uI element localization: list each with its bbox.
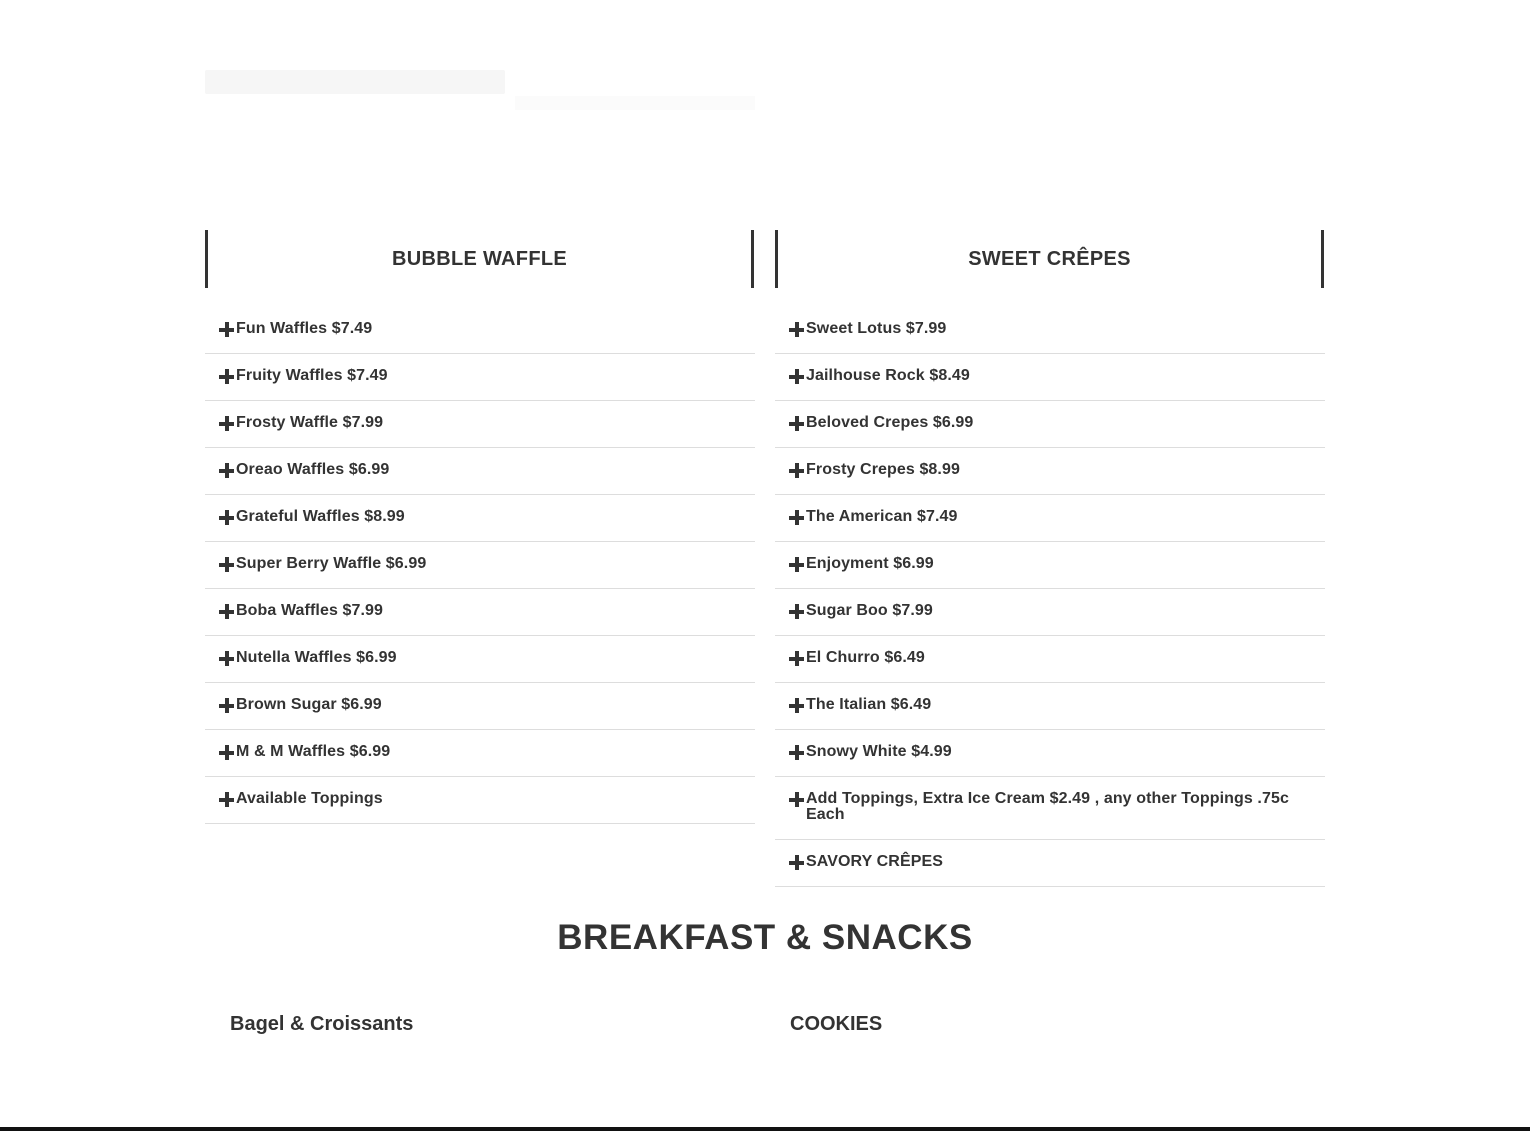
accordion-item-label: Jailhouse Rock $8.49 (806, 367, 970, 384)
accordion-item-boba-waffles[interactable] (205, 589, 755, 636)
accordion-item-label: Brown Sugar $6.99 (236, 696, 382, 713)
plus-icon (219, 745, 236, 762)
accordion-item-frosty-waffle[interactable] (205, 401, 755, 448)
plus-icon (789, 792, 806, 809)
accordion-item-sweet-lotus[interactable] (775, 307, 1325, 354)
sweet-crepes-heading: SWEET CRÊPES (775, 230, 1324, 288)
accordion-item-label: Available Toppings (236, 790, 383, 807)
accordion-item-fun-waffles[interactable] (205, 307, 755, 354)
bubble-waffle-heading: BUBBLE WAFFLE (205, 230, 754, 288)
accordion-item-label: SAVORY CRÊPES (806, 853, 944, 870)
accordion-item-label: Frosty Waffle $7.99 (236, 414, 384, 431)
plus-icon (219, 651, 236, 668)
accordion-item-label: Super Berry Waffle $6.99 (236, 555, 427, 572)
plus-icon (219, 369, 236, 386)
plus-icon (219, 416, 236, 433)
header-placeholder (205, 70, 505, 94)
accordion-item-the-american[interactable] (775, 495, 1325, 542)
accordion-item-enjoyment[interactable] (775, 542, 1325, 589)
accordion-item-nutella-waffles[interactable] (205, 636, 755, 683)
plus-icon (789, 322, 806, 339)
accordion-item-the-italian[interactable] (775, 683, 1325, 730)
accordion-item-label: Grateful Waffles $8.99 (236, 508, 405, 525)
accordion-item-label: M & M Waffles $6.99 (236, 743, 391, 760)
plus-icon (789, 369, 806, 386)
footer-divider (0, 1127, 1530, 1131)
accordion-item-available-toppings[interactable] (205, 777, 755, 824)
accordion-item-snowy-white[interactable] (775, 730, 1325, 777)
plus-icon (789, 604, 806, 621)
accordion-item-savory-crepes[interactable] (775, 840, 1325, 887)
sweet-crepes-column (775, 230, 1325, 887)
menu-columns (205, 230, 1325, 887)
accordion-item-label: Snowy White $4.99 (806, 743, 952, 760)
accordion-item-label: Beloved Crepes $6.99 (806, 414, 974, 431)
accordion-item-mm-waffles[interactable] (205, 730, 755, 777)
accordion-item-label: El Churro $6.49 (806, 649, 925, 666)
accordion-item-super-berry-waffle[interactable] (205, 542, 755, 589)
accordion-item-label: The American $7.49 (806, 508, 958, 525)
bubble-waffle-accordion (205, 307, 755, 824)
accordion-item-add-toppings[interactable] (775, 777, 1325, 840)
plus-icon (789, 745, 806, 762)
plus-icon (219, 322, 236, 339)
accordion-item-grateful-waffles[interactable] (205, 495, 755, 542)
accordion-item-label: Add Toppings, Extra Ice Cream $2.49 , any other Toppings .75c Each (806, 790, 1289, 823)
accordion-item-label: Enjoyment $6.99 (806, 555, 934, 572)
sweet-crepes-accordion (775, 307, 1325, 887)
breakfast-snacks-title: BREAKFAST & SNACKS (557, 918, 973, 957)
plus-icon (789, 557, 806, 574)
plus-icon (219, 604, 236, 621)
accordion-item-sugar-boo[interactable] (775, 589, 1325, 636)
accordion-item-label: Fruity Waffles $7.49 (236, 367, 388, 384)
plus-icon (219, 557, 236, 574)
accordion-item-label: Boba Waffles $7.99 (236, 602, 384, 619)
accordion-item-oreao-waffles[interactable] (205, 448, 755, 495)
accordion-item-jailhouse-rock[interactable] (775, 354, 1325, 401)
bagel-croissants-heading: Bagel & Croissants (230, 1013, 414, 1035)
accordion-item-label: Oreao Waffles $6.99 (236, 461, 390, 478)
accordion-item-label: Nutella Waffles $6.99 (236, 649, 397, 666)
accordion-item-brown-sugar[interactable] (205, 683, 755, 730)
plus-icon (219, 510, 236, 527)
accordion-item-beloved-crepes[interactable] (775, 401, 1325, 448)
plus-icon (219, 463, 236, 480)
plus-icon (789, 855, 806, 872)
plus-icon (219, 792, 236, 809)
plus-icon (219, 698, 236, 715)
cookies-heading: COOKIES (790, 1013, 883, 1035)
accordion-item-frosty-crepes[interactable] (775, 448, 1325, 495)
accordion-item-label: The Italian $6.49 (806, 696, 932, 713)
plus-icon (789, 463, 806, 480)
accordion-item-label: Frosty Crepes $8.99 (806, 461, 960, 478)
accordion-item-label: Fun Waffles $7.49 (236, 320, 373, 337)
accordion-item-el-churro[interactable] (775, 636, 1325, 683)
header-placeholder-secondary (515, 96, 755, 110)
accordion-item-label: Sweet Lotus $7.99 (806, 320, 947, 337)
plus-icon (789, 651, 806, 668)
bubble-waffle-column (205, 230, 755, 887)
plus-icon (789, 416, 806, 433)
accordion-item-fruity-waffles[interactable] (205, 354, 755, 401)
plus-icon (789, 698, 806, 715)
accordion-item-label: Sugar Boo $7.99 (806, 602, 933, 619)
plus-icon (789, 510, 806, 527)
